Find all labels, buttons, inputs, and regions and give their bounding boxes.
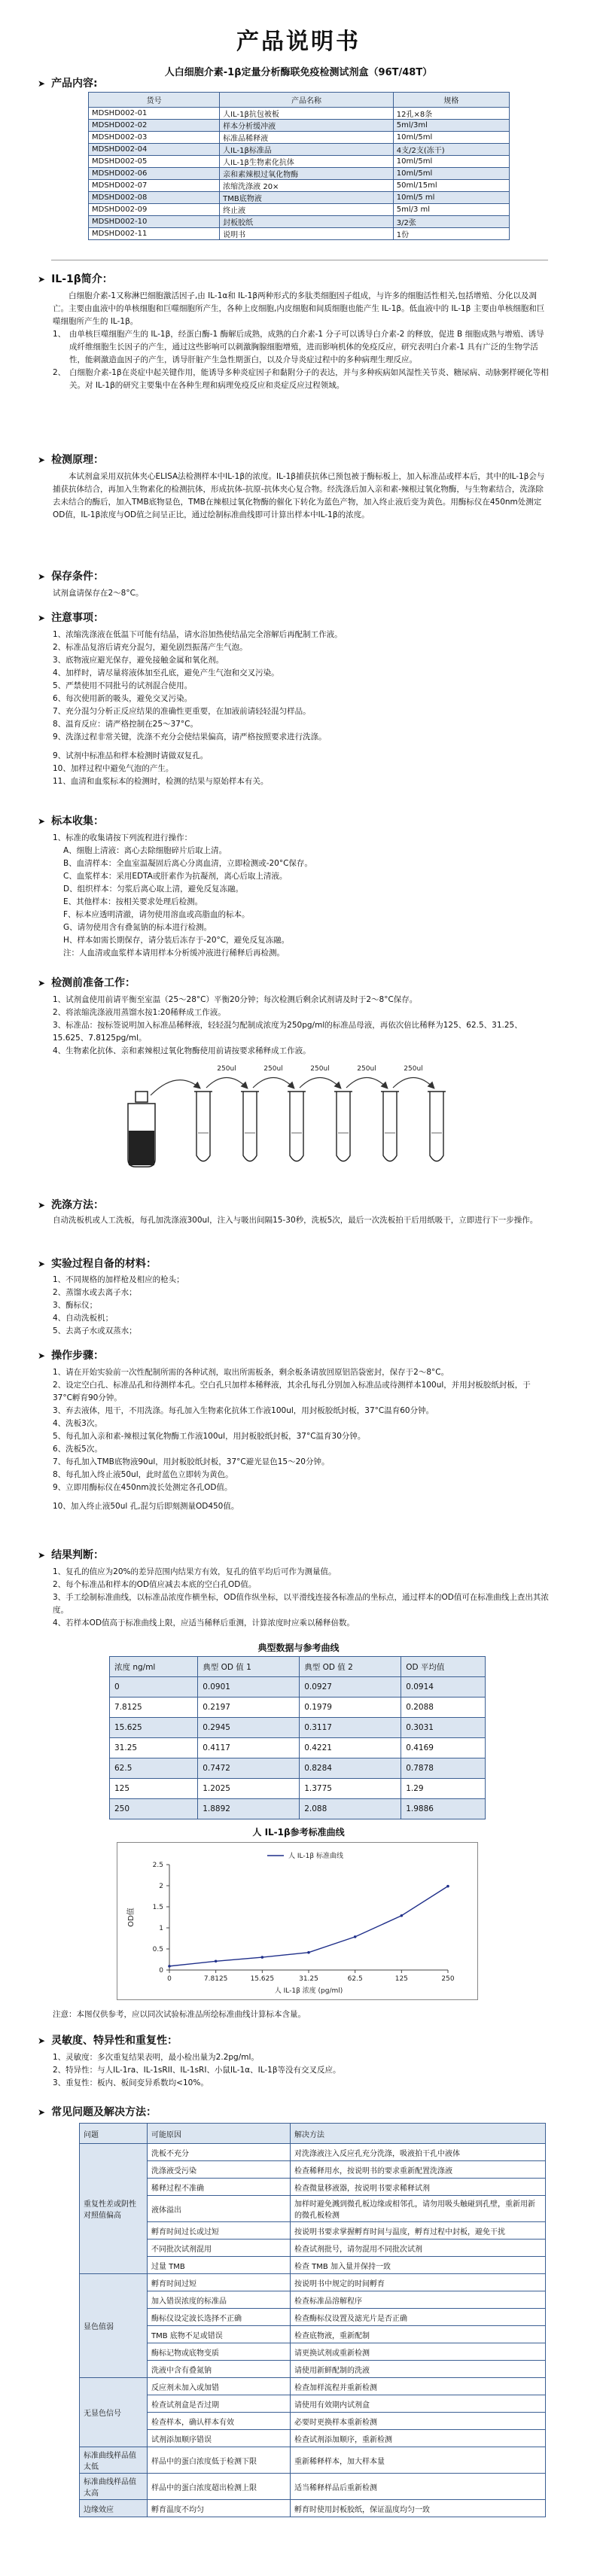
list-item: 10、加入终止液50ul 孔,混匀后即刻测量OD450值。 [53,1502,239,1511]
y-tick-label: 1.5 [152,1904,163,1911]
table-cell: 0.3117 [300,1718,401,1738]
faq-table [79,2123,546,2517]
wash-text: 自动洗板机或人工洗板，每孔加洗涤液300ul，注入与吸出间隔15-30秒，洗板5次，最后一次洗板拍干后用纸吸干，立即进行下一步操作。 [53,1216,538,1225]
arrow-icon: ➤ [38,816,46,827]
section-notes: ➤ 注意事项： [38,612,105,624]
materials-list [53,1274,550,1338]
faq-category: 显色值弱 [80,2274,148,2378]
list-item: 3、标准品：按标签说明加入标准品稀释液，轻轻混匀配制成浓度为250pg/ml的标准品母液，再依次倍比稀释为125、62.5、31.25、15.625、7.8125pg/ml。 [53,1021,522,1043]
x-axis-label: 人 IL-1β 浓度 (pg/ml) [274,1987,343,1995]
x-tick-label: 7.8125 [203,1975,228,1983]
faq-cause: 检查试剂盒是否过期 [148,2395,291,2413]
list-item: 9、试剂中标准品和样本检测时请做双复孔。 [53,751,209,760]
table-cell: MDSHD002-02 [89,120,220,132]
data-point [401,1914,404,1917]
table-cell: 0.8284 [300,1758,401,1779]
table-row [89,216,510,228]
table-cell: MDSHD002-09 [89,204,220,216]
dilution-tube [194,1092,212,1162]
y-tick-label: 0.5 [152,1946,163,1953]
list-item: 9、洗涤过程非常关键，洗涤不充分会使结果偏高，请严格按照要求进行洗涤。 [53,732,327,741]
list-item: 8、温育反应：请严格控制在25～37°C。 [53,720,198,729]
list-item: 1、复孔的值应为20%的差异范围内结果方有效，复孔的值平均后可作为测量值。 [53,1567,337,1576]
list-item: 4、若样本OD值高于标准曲线上限，应适当稀释后重测，计算浓度时应乘以稀释倍数。 [53,1618,355,1628]
faq-solution: 加样时避免溅到微孔板边缘或相邻孔，请勿用吸头触碰到孔壁，重新用新的微孔板检测 [291,2196,546,2222]
table-cell: MDSHD002-06 [89,168,220,180]
table-row [110,1779,486,1799]
list-item: F、标本应透明清澈，请勿使用溶血或高脂血的标本。 [63,910,250,919]
faq-solution: 按说明书中规定的时间孵育 [291,2274,546,2291]
table-cell: 封板胶纸 [220,216,394,228]
faq-cause: 洗涤液受污染 [148,2161,291,2179]
faq-category: 重复性差或阴性对照值偏高 [80,2144,148,2274]
page-title: 产品说明书 [236,29,361,55]
table-row [80,2474,546,2500]
steps-list [53,1366,550,1513]
y-tick-label: 2 [159,1883,163,1890]
list-item: 3、底物液应避光保存，避免接触金属和氧化剂。 [53,656,224,665]
table-row [80,2447,546,2474]
table-row [110,1677,486,1698]
list-item: C、血浆样本：采用EDTA或肝素作为抗凝剂，离心后取上清液。 [63,872,288,881]
list-item: 10、加样过程中避免气泡的产生。 [53,764,174,773]
list-item: 3、弃去液体，甩干，不用洗涤。每孔加入生物素化抗体工作液100ul，用封板胶纸封板，37°C温育60分钟。 [53,1406,434,1415]
table-row [80,2430,546,2447]
arrow-icon: ➤ [38,1350,46,1361]
table-row [80,2240,546,2257]
faq-category: 标准曲线样品值太高 [80,2474,148,2500]
faq-cause: 加入错误浓度的标准品 [148,2291,291,2309]
list-item: A、细胞上清液：离心去除细胞碎片后取上清。 [63,846,227,855]
section-faq: ➤ 常见问题及解决方法： [38,2106,157,2118]
table-cell: 0.2088 [401,1698,486,1718]
table-header: 产品名称 [220,93,394,108]
table-cell: 3/2张 [393,216,509,228]
faq-solution: 检查底物液，重新配制 [291,2326,546,2343]
reference-table [109,1656,486,1819]
table-cell: 4支/2支(冻干) [393,144,509,156]
faq-category: 无显色信号 [80,2378,148,2447]
table-row [89,204,510,216]
section-storage: ➤ 保存条件： [38,571,105,583]
x-tick-label: 62.5 [347,1975,363,1983]
table-cell: 0.2945 [198,1718,300,1738]
faq-solution: 重新稀释样本，加大样本量 [291,2447,546,2474]
arrow-icon: ➤ [38,613,46,623]
data-point [261,1956,264,1959]
section-principle: ➤ 检测原理： [38,454,105,466]
faq-category: 边缘效应 [80,2500,148,2517]
faq-cause: 样品中的蛋白浓度超出检测上限 [148,2474,291,2500]
transfer-arrow [393,1078,434,1089]
table-header: 可能原因 [148,2124,291,2144]
faq-cause: 样品中的蛋白浓度低于检测下限 [148,2447,291,2474]
volume-label: 250ul [404,1065,423,1073]
ref-caption: 典型数据与参考曲线 [257,1643,340,1653]
table-cell: 1.9886 [401,1799,486,1819]
table-cell: 10ml/5ml [393,168,509,180]
list-item: 2、标准品复溶后请充分混匀，避免剧烈振荡产生气泡。 [53,643,248,652]
table-cell: 10ml/5ml [393,132,509,144]
list-item: G、请勿使用含有叠氮钠的标本进行检测。 [63,923,212,932]
faq-cause: 不同批次试剂混用 [148,2240,291,2257]
table-cell: 0.4221 [300,1738,401,1758]
table-header: OD 平均值 [401,1657,486,1677]
faq-category: 标准曲线样品值太低 [80,2447,148,2474]
table-cell: 10ml/5ml [393,156,509,168]
table-cell: MDSHD002-03 [89,132,220,144]
table-row [80,2378,546,2395]
table-cell: 1.2025 [198,1779,300,1799]
table-cell: 说明书 [220,228,394,240]
data-point [168,1965,171,1968]
table-cell: 1份 [393,228,509,240]
chart-title: 人 IL-1β参考标准曲线 [252,1827,345,1838]
list-item: 3、重复性：板内、板间变异系数均<10%。 [53,2078,209,2087]
arrow-icon: ➤ [38,2107,46,2118]
table-cell: 0.4117 [198,1738,300,1758]
dilution-tube [428,1092,446,1162]
table-cell: TMB底物液 [220,192,394,204]
arrow-icon: ➤ [38,2036,46,2046]
table-cell: 125 [110,1779,198,1799]
table-cell: MDSHD002-11 [89,228,220,240]
section-materials: ➤ 实验过程自备的材料： [38,1258,157,1270]
volume-label: 250ul [263,1065,283,1073]
list-item: 4、加样时，请尽量将液体加至孔底，避免产生气泡和交叉污染。 [53,668,279,677]
list-item: 2、将浓缩洗涤液用蒸馏水按1:20稀释成工作液。 [53,1008,226,1017]
table-row [89,180,510,192]
faq-solution: 检查酶标仪设置及滤光片是否正确 [291,2309,546,2326]
table-cell: 亲和素辣根过氧化物酶 [220,168,394,180]
table-cell: 0.0927 [300,1677,401,1698]
list-item: 5、去离子水或双蒸水； [53,1326,137,1335]
table-cell: 0.2197 [198,1698,300,1718]
table-row [80,2274,546,2291]
faq-cause: TMB 底物不足或错误 [148,2326,291,2343]
y-tick-label: 2.5 [152,1862,163,1869]
table-row [89,144,510,156]
table-row [89,108,510,120]
list-item: 1、请在开始实验前一次性配制所需的各种试剂，取出所需板条，剩余板条请放回原铝箔袋密封，保存于2～8°C。 [53,1368,449,1377]
section-wash: ➤ 洗涤方法： [38,1199,105,1211]
list-item: 3、手工绘制标准曲线，以标准品浓度作横坐标，OD值作纵坐标，以平滑线连接各标准品的坐标点，通过样本的OD值可在标准曲线上查出其浓度。 [53,1593,549,1615]
x-tick-label: 125 [394,1975,408,1983]
faq-cause: 试剂添加顺序错误 [148,2430,291,2447]
list-item: E、其他样本：按相关要求处理后检测。 [63,897,203,906]
table-cell: MDSHD002-04 [89,144,220,156]
table-cell: MDSHD002-07 [89,180,220,192]
sample-intro: 1、标准的收集请按下列流程进行操作： [53,833,193,842]
faq-cause: 酶标仪设定波长选择不正确 [148,2309,291,2326]
table-cell: 终止液 [220,204,394,216]
table-cell: 0.3031 [401,1718,486,1738]
table-cell: 浓缩洗涤液 20× [220,180,394,192]
list-item: 7、每孔加入TMB底物液90ul，用封板胶纸封板，37°C避光显色15～20分钟。 [53,1457,330,1466]
list-item [53,744,550,750]
table-cell: 1.3775 [300,1779,401,1799]
standard-curve-chart [117,1842,478,2000]
list-item: 5、严禁使用不同批号的试剂混合使用。 [53,681,193,690]
perf-list [53,2051,550,2090]
table-cell: 0 [110,1677,198,1698]
table-row [80,2361,546,2378]
table-row [80,2413,546,2430]
section-contents: ➤ 产品内容: [38,78,98,90]
data-point [446,1885,449,1888]
table-cell: 5ml/3ml [393,120,509,132]
table-cell: 人IL-1β抗包被板 [220,108,394,120]
dilution-diagram [105,1061,497,1174]
faq-solution: 适当稀释样品后重新检测 [291,2474,546,2500]
chart-note: 注意：本图仅供参考，应以同次试验标准品所绘标准曲线计算标本含量。 [53,2010,306,2019]
transfer-arrow [206,1078,247,1089]
faq-solution: 请使用有效期内试剂盒 [291,2395,546,2413]
table-row [89,156,510,168]
table-header: 典型 OD 值 2 [300,1657,401,1677]
table-cell: 0.7878 [401,1758,486,1779]
table-cell: 0.1979 [300,1698,401,1718]
table-cell: 0.7472 [198,1758,300,1779]
data-point [354,1935,357,1938]
result-list [53,1566,550,1630]
arrow-icon: ➤ [38,274,46,285]
section-steps: ➤ 操作步骤： [38,1350,105,1362]
faq-solution: 检查 TMB 加入量并保持一致 [291,2257,546,2274]
faq-solution: 检查标准品溶解程序 [291,2291,546,2309]
arrow-icon: ➤ [38,571,46,582]
transfer-arrow [346,1078,387,1089]
list-item: 4、洗板3次。 [53,1419,102,1428]
table-row [110,1698,486,1718]
table-header: 问题 [80,2124,148,2144]
list-item: 2、蒸馏水或去离子水； [53,1288,137,1297]
faq-solution: 孵育时使用封板胶纸，保证温度均匀一致 [291,2500,546,2517]
y-tick-label: 0 [159,1967,163,1975]
list-item: B、血清样本：全血室温凝固后离心分离血清，立即检测或-20°C保存。 [63,859,312,868]
table-row [80,2326,546,2343]
section-prep: ➤ 检测前准备工作： [38,977,136,989]
faq-cause: 孵育时间过短 [148,2274,291,2291]
list-item: 1、试剂盒使用前请平衡至室温（25～28°C）平衡20分钟；每次检测后剩余试剂请及时于2～8°C保存。 [53,995,418,1004]
notes-list [53,629,550,788]
list-item: 3、酶标仪； [53,1301,98,1310]
faq-solution: 对洗涤液注入反应孔充分洗涤，吸液拍干孔中液体 [291,2144,546,2161]
faq-cause: 检查样本，确认样本有效 [148,2413,291,2430]
table-row [80,2179,546,2196]
list-item: 8、每孔加入终止液50ul，此时蓝色立即转为黄色。 [53,1470,233,1479]
section-perf: ➤ 灵敏度、特异性和重复性： [38,2035,178,2047]
table-row [80,2500,546,2517]
table-header: 浓度 ng/ml [110,1657,198,1677]
arrow-icon: ➤ [38,78,46,89]
x-tick-label: 15.625 [250,1975,275,1983]
table-row [80,2144,546,2161]
faq-solution: 检查试剂批号，请勿混用不同批次试剂 [291,2240,546,2257]
faq-solution: 必要时更换样本重新检测 [291,2413,546,2430]
table-row [110,1758,486,1779]
list-item: 4、生物素化抗体、亲和素辣根过氧化物酶使用前请按要求稀释成工作液。 [53,1046,311,1055]
section-result: ➤ 结果判断： [38,1549,105,1561]
contents-table [88,92,510,240]
table-row [80,2309,546,2326]
y-tick-label: 1 [159,1925,163,1932]
table-row [110,1718,486,1738]
dilution-tube [381,1092,399,1162]
list-item: 5、每孔加入亲和素-辣根过氧化物酶工作液100ul，用封板胶纸封板，37°C温育30分钟。 [53,1432,366,1441]
table-row [89,132,510,144]
table-cell: 5ml/3 ml [393,204,509,216]
list-item: 11、血清和血浆标本的检测时，检测的结果与原始样本有关。 [53,777,269,786]
table-cell: 10ml/5 ml [393,192,509,204]
table-cell: 0.4169 [401,1738,486,1758]
faq-solution: 检查加样流程并重新检测 [291,2378,546,2395]
table-row [80,2395,546,2413]
principle-text: 本试剂盒采用双抗体夹心ELISA法检测样本中IL-1β的浓度。IL-1β捕获抗体已预包被于酶标板上，加入标准品或样本后，其中的IL-1β会与捕获抗体结合，再加入生物素化的检测抗体，形成抗体-抗原-抗体夹心复合物。经洗涤后加入亲和素-辣根过氧化物酶，与生物素结合，洗涤除去未结合的酶后，加入TMB底物显色，TMB在辣根过氧化物酶的催化下转化为蓝色产物，加入终止液后变为黄色。用酶标仪在450nm处测定OD值，IL-1β浓度与OD值之间呈正比，通过绘制标准曲线即可计算出样本中IL-1β的浓度。 [53,472,545,519]
table-cell: MDSHD002-10 [89,216,220,228]
arrow-icon: ➤ [38,1200,46,1210]
faq-solution: 检查稀释用水，按说明书的要求重新配置洗涤液 [291,2161,546,2179]
page-subtitle: 人白细胞介素-1β定量分析酶联免疫检测试剂盒（96T/48T） [164,67,433,78]
table-cell: 人IL-1β标准品 [220,144,394,156]
list-item: 2、设定空白孔、标准品孔和待测样本孔。空白孔只加样本稀释液，其余孔每孔分别加入标准品或待测样本100ul，并用封板胶纸封板，于37°C孵育90分钟。 [53,1381,531,1402]
table-cell: 1.8892 [198,1799,300,1819]
table-cell: 7.8125 [110,1698,198,1718]
list-item: 2、每个标准品和样本的OD值应减去本底的空白孔OD值。 [53,1580,257,1589]
dilution-tube [241,1092,259,1162]
list-item: 9、立即用酶标仪在450nm波长处测定各孔OD值。 [53,1483,233,1492]
faq-solution: 按说明书要求掌握孵育时间与温度，孵育过程中封板，避免干扰 [291,2222,546,2240]
table-row [80,2291,546,2309]
intro-paragraph: 白细胞介素-1又称淋巴细胞激活因子,由 IL-1α和 IL-1β两种形式的多肽类细胞因子组成，与许多的细胞活性相关,包括增殖、分化以及凋亡。主要由血液中的单核细胞和巨噬细胞所产生，各种上皮细胞,内皮细胞和间质细胞也能产生 IL-1β。低血液中的 IL-1β 主要由单核细胞和巨噬细胞所产生的 IL-1β。 [53,291,545,326]
table-header: 规格 [393,93,509,108]
volume-label: 250ul [217,1065,236,1073]
table-cell: 12孔×8条 [393,108,509,120]
faq-cause: 反应剂未加入或加错 [148,2378,291,2395]
storage-text: 试剂盒请保存在2～8°C。 [53,589,144,598]
transfer-arrow [253,1078,294,1089]
arrow-icon: ➤ [38,1259,46,1269]
table-header: 典型 OD 值 1 [198,1657,300,1677]
list-item: H、样本如需长期保存，请分装后冻存于-20°C，避免反复冻融。 [63,936,290,945]
faq-solution: 检查试剂添加顺序，重新检测 [291,2430,546,2447]
table-row [80,2196,546,2222]
x-tick-label: 31.25 [299,1975,318,1983]
table-cell: 250 [110,1799,198,1819]
table-row [89,168,510,180]
list-item: 1、灵敏度：多次重复结果表明，最小检出量为2.2pg/ml。 [53,2053,259,2062]
intro-item: 白细胞介素-1β在炎症中起关键作用，能诱导多种炎症因子和黏附分子的表达，并与多种疾病如风湿性关节炎、糖尿病、动脉粥样硬化等相关。对 IL-1β的研究主要集中在各种生理和病理免疫反应和炎症反应过程领域。 [69,368,549,390]
faq-cause: 孵育时间过长或过短 [148,2222,291,2240]
prep-list [53,994,550,1058]
intro-text: 白细胞介素-1又称淋巴细胞激活因子,由 IL-1α和 IL-1β两种形式的多肽类细胞因子组成，与许多的细胞活性相关,包括增殖、分化以及凋亡。主要由血液中的单核细胞和巨噬细胞所产生，各种上皮细胞,内皮细胞和间质细胞也能产生 IL-1β。低血液中的 IL-1β 主要由单核细胞和巨噬细胞所产生的 IL-1β。 1、 由单核巨噬细胞产生的 IL-1β，经蛋白酶-1 酶解后成熟，成熟的白介素-1 分子可以诱导白介素-2 的释放，促进 B 细胞成熟与增殖、诱导成纤维细胞生长因子的产生，通过这些影响可以刺激胸腺细胞增殖，进而影响机体的免疫反应，研究表明白介素-1 具有广泛的生物学活性，能刺激造血因子的产生，诱导肝脏产生急性期蛋白，以及介导炎症过程中的多种病理生理反应。 2、 白细胞介素-1β在炎症中起关键作用，能诱导多种炎症因子和黏附分子的表达，并与多种疾病如风湿性关节炎、糖尿病、动脉粥样硬化等相关。对 IL-1β的研究主要集中在各种生理和病理免疫反应和炎症反应过程领域。 [53,291,549,390]
table-row [89,192,510,204]
x-tick-label: 250 [441,1975,455,1983]
table-cell: 标准品稀释液 [220,132,394,144]
table-cell: 样本分析缓冲液 [220,120,394,132]
table-cell: MDSHD002-08 [89,192,220,204]
dilution-tube [334,1092,352,1162]
list-item: 1、不同规格的加样枪及相应的枪头； [53,1275,184,1284]
faq-solution: 检查微量移液器，按说明书要求稀释试剂 [291,2179,546,2196]
table-cell: 50ml/15ml [393,180,509,192]
table-cell: 人IL-1β生物素化抗体 [220,156,394,168]
x-tick-label: 0 [167,1975,172,1983]
table-cell: 15.625 [110,1718,198,1738]
table-row [89,228,510,240]
list-item: D、组织样本：匀浆后离心取上清，避免反复冻融。 [63,885,244,894]
arrow-icon: ➤ [38,455,46,465]
arrow-icon: ➤ [38,978,46,988]
list-item: 4、自动洗板机； [53,1314,114,1323]
table-row [110,1799,486,1819]
list-item: 6、洗板5次。 [53,1445,102,1454]
dilution-tube [288,1092,306,1162]
faq-solution: 请更换试剂或重新检测 [291,2343,546,2361]
table-row [80,2222,546,2240]
table-header: 解决方法 [291,2124,546,2144]
transfer-arrow [151,1080,200,1095]
list-item [53,1494,550,1500]
faq-cause: 稀释过程不准确 [148,2179,291,2196]
table-row [110,1738,486,1758]
list-item: 1、浓缩洗涤液在低温下可能有结晶，请水浴加热使结晶完全溶解后再配制工作液。 [53,630,343,639]
y-axis-label: OD值 [127,1908,136,1927]
table-row [80,2343,546,2361]
table-cell: 2.088 [300,1799,401,1819]
table-row [80,2257,546,2274]
faq-cause: 液体溢出 [148,2196,291,2222]
faq-solution: 请使用新鲜配制的洗液 [291,2361,546,2378]
table-row [80,2161,546,2179]
volume-label: 250ul [357,1065,376,1073]
faq-cause: 洗板不充分 [148,2144,291,2161]
faq-cause: 酶标记物或底物变质 [148,2343,291,2361]
table-cell: 1.29 [401,1779,486,1799]
section-sample: ➤ 标本收集： [38,815,105,827]
stock-bottle [128,1092,155,1167]
faq-cause: 过量 TMB [148,2257,291,2274]
table-row [89,120,510,132]
table-cell: MDSHD002-01 [89,108,220,120]
table-cell: 0.0914 [401,1677,486,1698]
sample-note: 注：人血清或血浆样本请用样本分析缓冲液进行稀释后再检测。 [63,948,285,958]
faq-cause: 洗液中含有叠氮钠 [148,2361,291,2378]
legend-label: 人 IL-1β 标准曲线 [288,1853,343,1860]
table-header: 货号 [89,93,220,108]
table-cell: 31.25 [110,1738,198,1758]
volume-label: 250ul [310,1065,330,1073]
transfer-arrow [300,1078,340,1089]
data-point [215,1960,218,1963]
section-intro: ➤ IL-1β简介： [38,273,113,285]
table-cell: 62.5 [110,1758,198,1779]
list-item: 6、每次使用新的吸头，避免交叉污染。 [53,694,193,703]
list-item: 2、特异性：与人IL-1ra、IL-1sRII、IL-1sRI、小鼠IL-1α、IL-1β等没有交叉反应。 [53,2066,341,2075]
sample-text [53,832,550,960]
table-cell: 0.0901 [198,1677,300,1698]
table-cell: MDSHD002-05 [89,156,220,168]
list-item: 7、充分混匀分析正反应结果的准确性更重要，在加液前请轻轻混匀样品。 [53,707,311,716]
data-point [307,1951,310,1954]
intro-item: 由单核巨噬细胞产生的 IL-1β，经蛋白酶-1 酶解后成熟，成熟的白介素-1 分子可以诱导白介素-2 的释放，促进 B 细胞成熟与增殖、诱导成纤维细胞生长因子的产生，通过这些影响可以刺激胸腺细胞增殖，进而影响机体的免疫反应，研究表明白介素-1 具有广泛的生物学活性，能刺激造血因子的产生，诱导肝脏产生急性期蛋白，以及介导炎症过程中的多种病理生理反应。 [69,330,544,364]
faq-cause: 孵育温度不均匀 [148,2500,291,2517]
arrow-icon: ➤ [38,1550,46,1561]
